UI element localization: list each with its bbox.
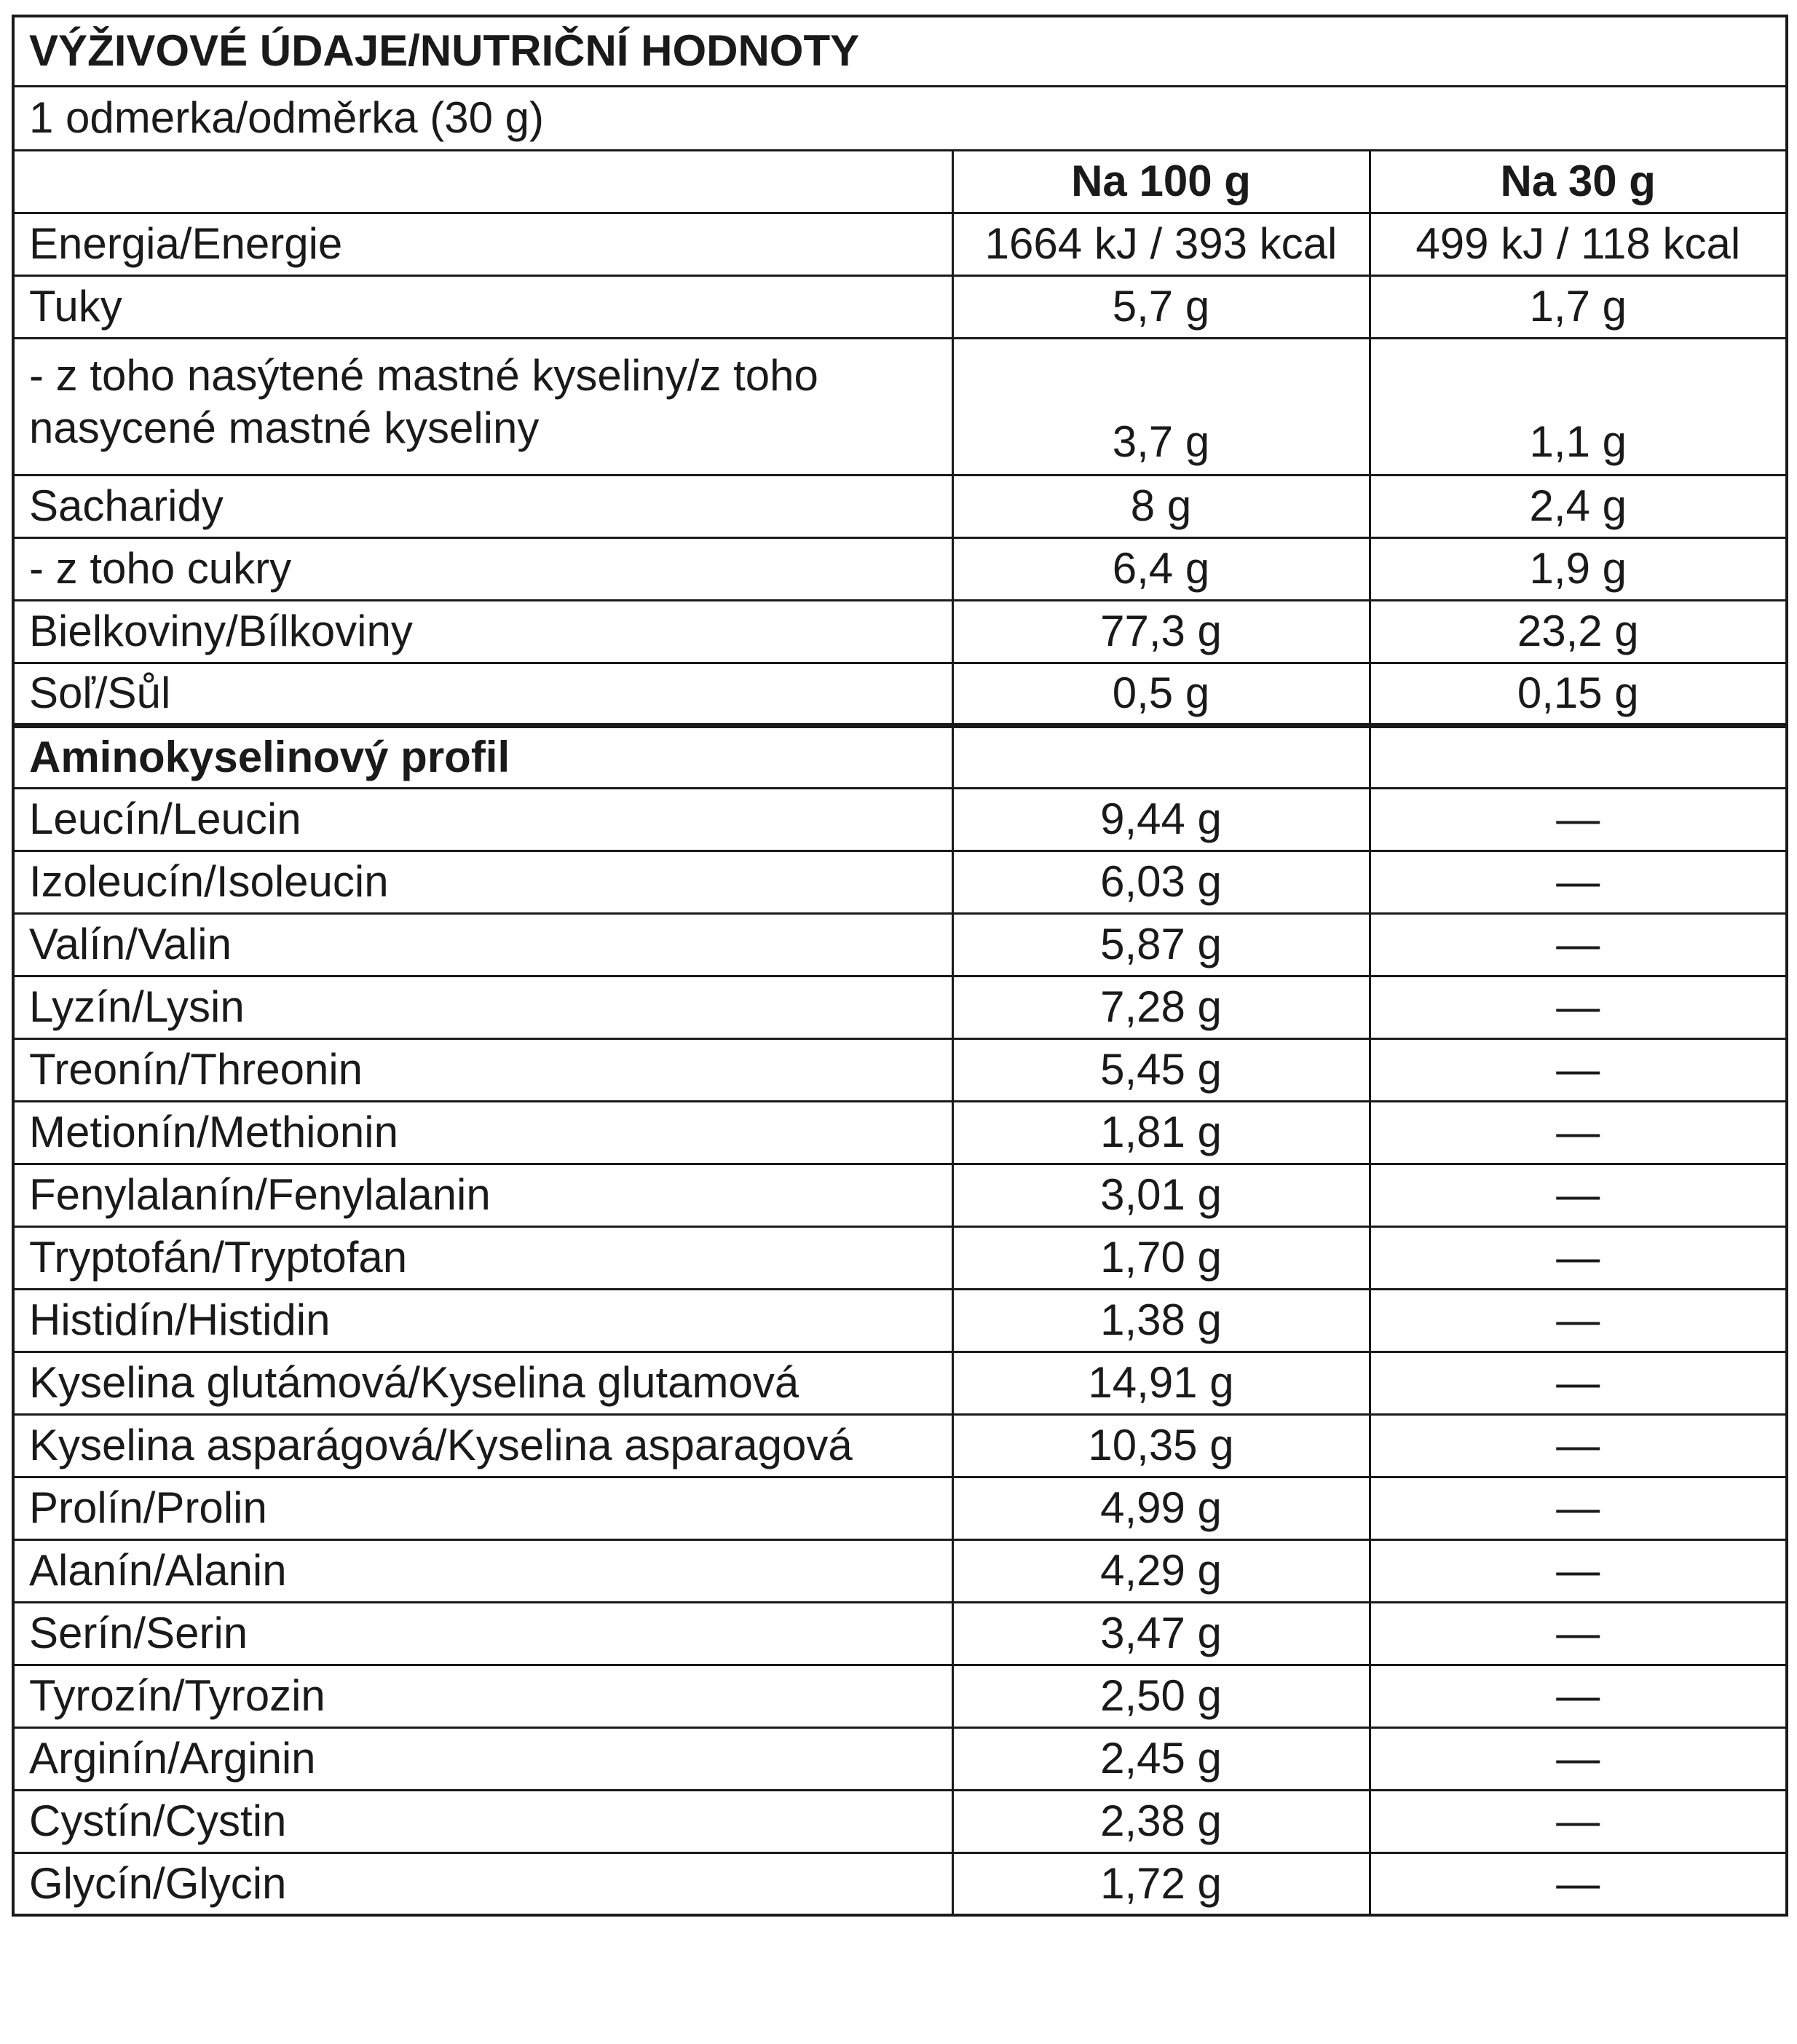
- amino-acid-value-per-100g: 4,29 g: [952, 1539, 1370, 1602]
- nutrient-value-per-100g: 5,7 g: [952, 275, 1370, 338]
- amino-acid-value-per-30g: —: [1370, 1477, 1787, 1539]
- amino-acid-row: [13, 788, 1787, 851]
- amino-section-title: Aminokyselinový profil: [13, 725, 952, 788]
- amino-acid-name: Valín/Valin: [13, 913, 952, 976]
- amino-acid-name: Arginín/Arginin: [13, 1727, 952, 1790]
- amino-acid-value-per-30g: —: [1370, 1727, 1787, 1790]
- amino-acid-value-per-100g: 9,44 g: [952, 788, 1370, 851]
- amino-acid-row: [13, 1477, 1787, 1539]
- amino-acid-value-per-30g: —: [1370, 1038, 1787, 1101]
- amino-acid-name: Izoleucín/Isoleucin: [13, 851, 952, 913]
- amino-acid-value-per-30g: —: [1370, 1602, 1787, 1665]
- section-empty-cell: [952, 725, 1370, 788]
- amino-acid-name: Serín/Serin: [13, 1602, 952, 1665]
- amino-acid-name: Lyzín/Lysin: [13, 976, 952, 1038]
- header-per-100g: Na 100 g: [952, 150, 1370, 213]
- nutrient-row: [13, 663, 1787, 725]
- nutrient-name: Sacharidy: [13, 475, 952, 537]
- amino-acid-row: [13, 1226, 1787, 1289]
- amino-acid-name: Metionín/Methionin: [13, 1101, 952, 1164]
- amino-acid-value-per-100g: 1,38 g: [952, 1289, 1370, 1352]
- nutrient-name: Bielkoviny/Bílkoviny: [13, 600, 952, 663]
- nutrient-value-per-30g: 499 kJ / 118 kcal: [1370, 213, 1787, 275]
- amino-acid-value-per-100g: 5,45 g: [952, 1038, 1370, 1101]
- nutrient-value-per-100g: 3,7 g: [952, 338, 1370, 475]
- title-row: [13, 16, 1787, 86]
- nutrient-value-per-100g: 77,3 g: [952, 600, 1370, 663]
- nutrient-row: [13, 213, 1787, 275]
- amino-acid-value-per-30g: —: [1370, 1414, 1787, 1477]
- amino-acid-row: [13, 1602, 1787, 1665]
- amino-acid-value-per-100g: 3,01 g: [952, 1164, 1370, 1226]
- nutrient-value-per-30g: 0,15 g: [1370, 663, 1787, 725]
- amino-acid-value-per-100g: 2,38 g: [952, 1790, 1370, 1852]
- table-title: VÝŽIVOVÉ ÚDAJE/NUTRIČNÍ HODNOTY: [13, 16, 1787, 86]
- nutrient-value-per-30g: 1,9 g: [1370, 537, 1787, 600]
- nutrient-value-per-30g: 23,2 g: [1370, 600, 1787, 663]
- amino-acid-value-per-30g: —: [1370, 1539, 1787, 1602]
- serving-size: 1 odmerka/odměrka (30 g): [13, 86, 1787, 150]
- amino-acid-name: Kyselina asparágová/Kyselina asparagová: [13, 1414, 952, 1477]
- amino-acid-value-per-100g: 14,91 g: [952, 1352, 1370, 1414]
- amino-acid-value-per-30g: —: [1370, 913, 1787, 976]
- amino-acid-value-per-100g: 1,72 g: [952, 1852, 1370, 1915]
- nutrient-row: [13, 600, 1787, 663]
- nutrient-value-per-100g: 6,4 g: [952, 537, 1370, 600]
- nutrient-row: [13, 475, 1787, 537]
- nutrient-value-per-100g: 0,5 g: [952, 663, 1370, 725]
- amino-acid-value-per-30g: —: [1370, 851, 1787, 913]
- amino-acid-row: [13, 1414, 1787, 1477]
- amino-acid-name: Alanín/Alanin: [13, 1539, 952, 1602]
- amino-acid-name: Glycín/Glycin: [13, 1852, 952, 1915]
- amino-acid-name: Tryptofán/Tryptofan: [13, 1226, 952, 1289]
- section-empty-cell: [1370, 725, 1787, 788]
- nutrient-name: Energia/Energie: [13, 213, 952, 275]
- amino-section-row: [13, 725, 1787, 788]
- nutrient-value-per-100g: 8 g: [952, 475, 1370, 537]
- amino-acid-name: Histidín/Histidin: [13, 1289, 952, 1352]
- amino-acid-name: Prolín/Prolin: [13, 1477, 952, 1539]
- amino-acid-name: Leucín/Leucin: [13, 788, 952, 851]
- amino-acid-row: [13, 976, 1787, 1038]
- header-per-30g: Na 30 g: [1370, 150, 1787, 213]
- amino-acid-row: [13, 1852, 1787, 1915]
- amino-acid-row: [13, 851, 1787, 913]
- amino-acid-value-per-30g: —: [1370, 788, 1787, 851]
- amino-acid-name: Tyrozín/Tyrozin: [13, 1665, 952, 1727]
- amino-acid-value-per-100g: 6,03 g: [952, 851, 1370, 913]
- amino-acid-value-per-30g: —: [1370, 976, 1787, 1038]
- amino-acid-name: Fenylalanín/Fenylalanin: [13, 1164, 952, 1226]
- amino-acid-value-per-100g: 2,50 g: [952, 1665, 1370, 1727]
- amino-acid-value-per-100g: 1,70 g: [952, 1226, 1370, 1289]
- amino-acid-value-per-30g: —: [1370, 1352, 1787, 1414]
- nutrient-value-per-30g: 1,1 g: [1370, 338, 1787, 475]
- amino-acid-row: [13, 1164, 1787, 1226]
- amino-acid-value-per-30g: —: [1370, 1289, 1787, 1352]
- nutrient-value-per-30g: 2,4 g: [1370, 475, 1787, 537]
- amino-acid-value-per-100g: 4,99 g: [952, 1477, 1370, 1539]
- amino-acid-name: Treonín/Threonin: [13, 1038, 952, 1101]
- nutrient-row: [13, 275, 1787, 338]
- nutrient-row: [13, 338, 1787, 475]
- amino-acid-value-per-100g: 10,35 g: [952, 1414, 1370, 1477]
- nutrient-value-per-30g: 1,7 g: [1370, 275, 1787, 338]
- amino-acid-value-per-100g: 1,81 g: [952, 1101, 1370, 1164]
- column-header-row: [13, 150, 1787, 213]
- amino-acid-row: [13, 1727, 1787, 1790]
- amino-acid-value-per-30g: —: [1370, 1101, 1787, 1164]
- amino-acid-row: [13, 1539, 1787, 1602]
- nutrition-table: [12, 15, 1788, 1917]
- amino-acid-row: [13, 1352, 1787, 1414]
- amino-acid-value-per-100g: 7,28 g: [952, 976, 1370, 1038]
- amino-acid-value-per-30g: —: [1370, 1852, 1787, 1915]
- amino-acid-row: [13, 1790, 1787, 1852]
- amino-acid-row: [13, 1289, 1787, 1352]
- nutrient-name: Soľ/Sůl: [13, 663, 952, 725]
- amino-acid-value-per-100g: 2,45 g: [952, 1727, 1370, 1790]
- amino-acid-value-per-100g: 5,87 g: [952, 913, 1370, 976]
- nutrient-name: - z toho cukry: [13, 537, 952, 600]
- amino-acid-value-per-30g: —: [1370, 1790, 1787, 1852]
- serving-row: [13, 86, 1787, 150]
- amino-acid-name: Cystín/Cystin: [13, 1790, 952, 1852]
- amino-acid-row: [13, 1665, 1787, 1727]
- header-empty-cell: [13, 150, 952, 213]
- amino-acid-value-per-100g: 3,47 g: [952, 1602, 1370, 1665]
- nutrient-name: - z toho nasýtené mastné kyseliny/z toho nasycené mastné kyseliny: [13, 338, 952, 475]
- amino-acid-value-per-30g: —: [1370, 1665, 1787, 1727]
- nutrient-row: [13, 537, 1787, 600]
- amino-acid-value-per-30g: —: [1370, 1226, 1787, 1289]
- amino-acid-name: Kyselina glutámová/Kyselina glutamová: [13, 1352, 952, 1414]
- amino-acid-row: [13, 913, 1787, 976]
- nutrient-name: Tuky: [13, 275, 952, 338]
- amino-acid-value-per-30g: —: [1370, 1164, 1787, 1226]
- amino-acid-row: [13, 1101, 1787, 1164]
- nutrient-value-per-100g: 1664 kJ / 393 kcal: [952, 213, 1370, 275]
- amino-acid-row: [13, 1038, 1787, 1101]
